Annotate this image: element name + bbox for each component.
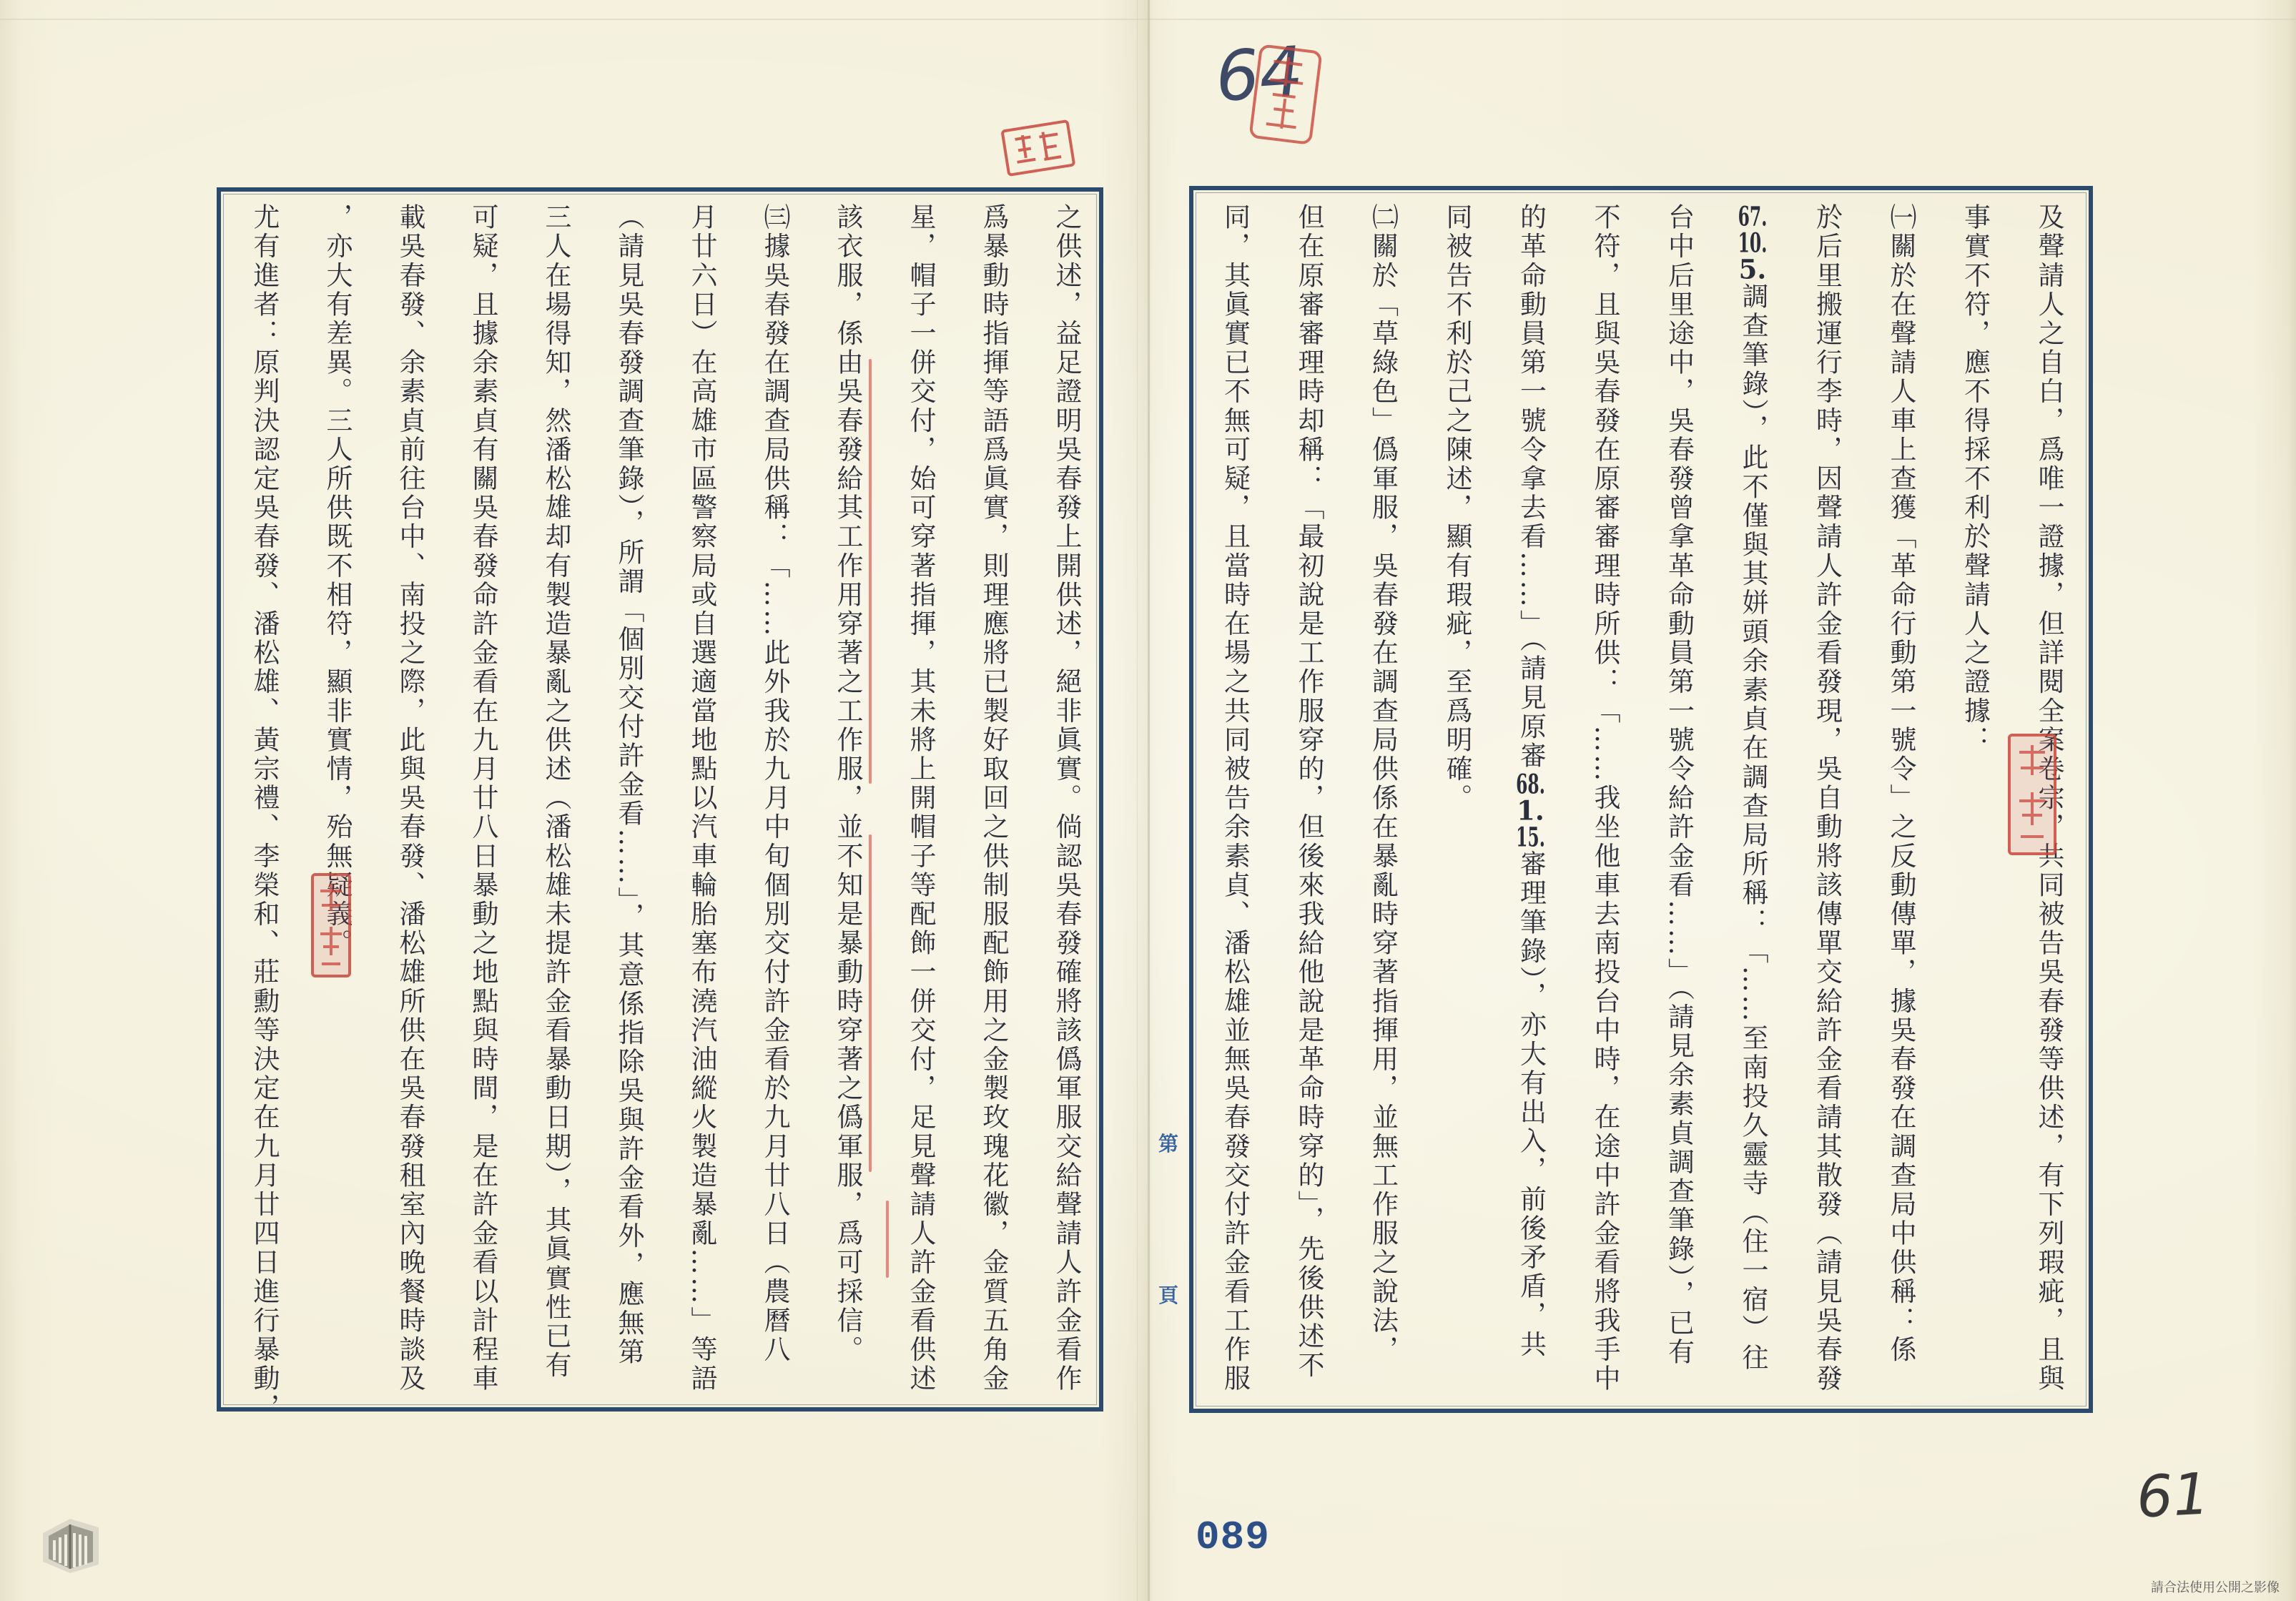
date-number-group: 67. <box>1738 203 1768 230</box>
red-side-mark <box>869 359 872 784</box>
date-number-group: 5. <box>1738 256 1767 282</box>
handwritten-folio-top: 64 <box>1213 31 1306 118</box>
left-page-column-10: 載吳春發、余素貞前往台中、南投之際，此與吳春發、潘松雄所供在吳春發租室內晚餐時談及 <box>395 203 425 1394</box>
left-page-column-7: （請見吳春發調查筆錄），所謂「個別交付許金看……」，其意係指除吳與許金看外，應無第 <box>614 203 644 1367</box>
page-number-stamp: 089 <box>1196 1514 1270 1560</box>
page-fold-line <box>1148 0 1150 1601</box>
left-page-column-5: ㈢據吳春發在調查局供稱：「……此外我於九月中旬個別交付許金看於九月廿八日（農曆八 <box>759 203 790 1364</box>
date-number-group: 1. <box>1517 797 1544 824</box>
handwritten-folio-bottom: 61 <box>2134 1460 2212 1531</box>
red-seal-stamp-icon <box>2005 731 2059 858</box>
right-page-text <box>1198 203 2086 1419</box>
left-page-column-11: ，亦大有差異。三人所供既不相符，顯非實情，殆無疑義。 <box>322 203 353 958</box>
right-page-column-1: 及聲請人之自白，爲唯一證據，但詳閱全案卷宗，共同被告吳春發等供述，有下列瑕疵，且與 <box>2034 203 2064 1394</box>
left-page-column-1: 之供述，益足證明吳春發上開供述，絕非眞實。倘認吳春發確將該僞軍服交給聲請人許金看作 <box>1051 203 1082 1394</box>
left-page-column-8: 三人在場得知，然潘松雄却有製造暴亂之供述（潘松雄未提許金看暴動日期），其眞實性已有 <box>541 203 571 1381</box>
right-page-column-3: ㈠關於在聲請人車上查獲「革命行動第一號令」之反動傳單，據吳春發在調查局中供稱：係 <box>1886 203 1916 1364</box>
red-side-mark <box>886 1201 889 1278</box>
right-page-column-6: 台中后里途中，吳春發曾拿革命動員第一號令給許金看……」（請見余素貞調查筆錄），已有 <box>1663 203 1695 1367</box>
left-page-column-2: 爲暴動時指揮等語爲眞實，則理應將已製好取回之供制服配飾用之金製玫瑰花徽，金質五角金 <box>978 203 1009 1394</box>
left-page-column-3: 星，帽子一併交付，始可穿著指揮，其未將上開帽子等配飾一併交付，足見聲請人許金看供述 <box>905 203 936 1394</box>
date-number-group: 15. <box>1516 823 1545 850</box>
red-seal-stamp-icon <box>995 116 1081 182</box>
right-page-column-7: 不符，且與吳春發在原審審理時所供：「……我坐他車去南投台中時，在途中許金看將我手中 <box>1590 203 1620 1394</box>
usage-notice: 請合法使用公開之影像 <box>2151 1580 2280 1595</box>
red-seal-stamp-icon <box>309 871 353 980</box>
left-page-text <box>227 203 1103 1423</box>
right-page-column-4: 於后里搬運行李時，因聲請人許金看發現，吳自動將該傳單交給許金看請其散發（請見吳春發 <box>1811 203 1843 1394</box>
right-page-column-2: 事實不符，應不得採不利於聲請人之證據： <box>1959 203 1991 755</box>
right-page-column-5: 67.10.5.調查筆錄），此不僅與其姘頭余素貞在調查局所稱：「……至南投久靈寺（住一宿）往 <box>1738 203 1768 1373</box>
date-number-group: 68. <box>1516 770 1545 797</box>
gutter-label-page-prefix: 第 <box>1158 1132 1178 1156</box>
archives-logo-icon <box>39 1504 103 1575</box>
right-page-column-12: 同，其眞實已不無可疑，且當時在場之共同被告余素貞、潘松雄並無吳春發交付許金看工作服 <box>1219 203 1251 1394</box>
date-number-group: 10. <box>1738 230 1768 256</box>
red-seal-stamp-icon <box>1241 40 1329 149</box>
right-page-column-10: ㈡關於「草綠色」僞軍服，吳春發在調查局供係在暴亂時穿著指揮用，並無工作服之說法， <box>1367 203 1399 1364</box>
gutter-label-page-suffix: 頁 <box>1158 1284 1178 1307</box>
left-page-column-4: 該衣服，係由吳春發給其工作用穿著之工作服，並不知是暴動時穿著之僞軍服，爲可採信。 <box>832 203 863 1364</box>
left-page-column-12: 尤有進者：原判決認定吳春發、潘松雄、黃宗禮、李榮和、莊勳等決定在九月廿四日進行暴動， <box>249 203 280 1423</box>
right-page-column-11: 但在原審審理時却稱：「最初說是工作服穿的，但後來我給他說是革命時穿的」，先後供述不 <box>1294 203 1324 1381</box>
red-side-mark <box>869 834 872 1172</box>
page-fold-shadow <box>1137 0 1138 1601</box>
right-page-column-8: 的革命動員第一號令拿去看……」（請見原審68.1.15.審理筆錄），亦大有出入，前後矛盾，共 <box>1515 203 1547 1359</box>
left-page-column-6: 月廿六日）在高雄市區警察局或自選適當地點以汽車輪胎塞布澆汽油縱火製造暴亂……」等語 <box>686 203 717 1394</box>
right-page-column-9: 同被告不利於己之陳述，顯有瑕疵，至爲明確。 <box>1442 203 1472 813</box>
left-page-column-9: 可疑，且據余素貞有關吳春發命許金看在九月廿八日暴動之地點與時間，是在許金看以計程車 <box>468 203 498 1394</box>
